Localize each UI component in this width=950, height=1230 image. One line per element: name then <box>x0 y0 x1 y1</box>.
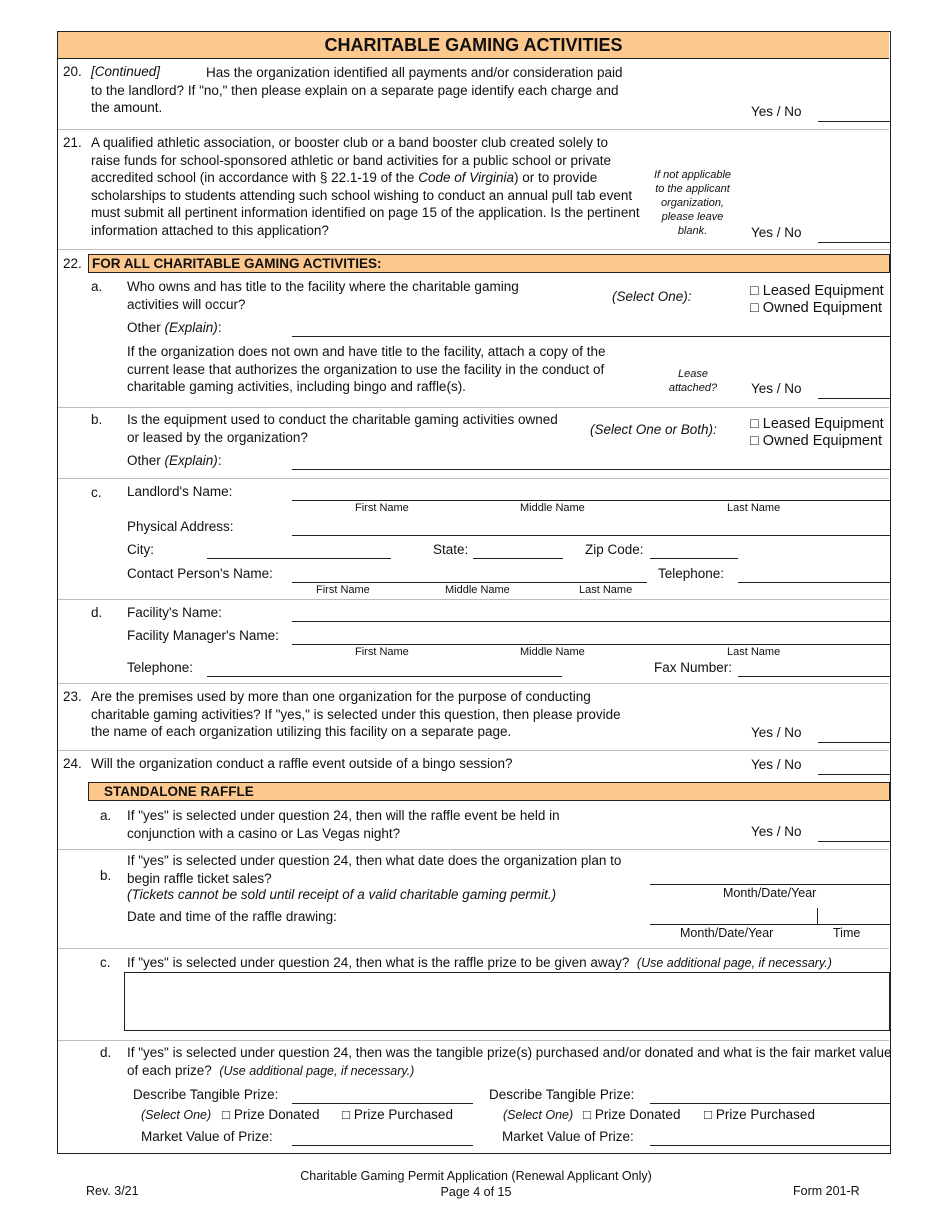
date-time-divider <box>817 908 818 924</box>
q24-text: Will the organization conduct a raffle event outside of a bingo session? <box>91 756 513 771</box>
q22a-select: (Select One): <box>612 289 692 304</box>
q24a-answer-line[interactable] <box>818 841 890 842</box>
q24b-note: (Tickets cannot be sold until receipt of a valid charitable gaming permit.) <box>127 887 557 902</box>
facility-telephone-line[interactable] <box>207 676 562 677</box>
q22b-other-line[interactable] <box>292 469 890 470</box>
physical-address-label: Physical Address: <box>127 519 234 534</box>
prize2-select: (Select One) <box>503 1108 574 1122</box>
q24-answer-line[interactable] <box>818 774 890 775</box>
divider <box>58 683 889 684</box>
drawing-time-caption: Time <box>833 926 861 940</box>
prize1-describe-line[interactable] <box>292 1103 473 1104</box>
ticket-sales-date-line[interactable] <box>650 884 890 885</box>
contact-telephone-label: Telephone: <box>658 566 725 581</box>
fax-label: Fax Number: <box>654 660 733 675</box>
facility-telephone-label: Telephone: <box>127 660 194 675</box>
q20-text: Has the organization identified all payments and/or consideration paid to the landlord? If "no," then please explain on a separate page identify each charge and the amount. <box>91 65 623 115</box>
q23-number: 23. <box>63 689 82 704</box>
facility-name-line[interactable] <box>292 621 890 622</box>
footer-form-number: Form 201-R <box>793 1184 860 1198</box>
q24a-yes-no: Yes / No <box>751 824 802 839</box>
q22a-other-line[interactable] <box>292 336 890 337</box>
prize2-purchased-checkbox[interactable]: □ Prize Purchased <box>704 1107 815 1122</box>
divider <box>58 948 889 949</box>
q22b-leased-checkbox[interactable]: □ Leased Equipment <box>750 416 884 432</box>
landlord-last-name-caption: Last Name <box>727 502 781 514</box>
prize1-describe-label: Describe Tangible Prize: <box>133 1087 279 1102</box>
contact-telephone-line[interactable] <box>738 582 890 583</box>
divider <box>58 750 889 751</box>
q24b-drawing-label: Date and time of the raffle drawing: <box>127 909 337 924</box>
q22a-owned-checkbox[interactable]: □ Owned Equipment <box>750 300 883 316</box>
q20-answer-line[interactable] <box>818 121 890 122</box>
manager-last-name-caption: Last Name <box>727 646 781 658</box>
contact-last-name-caption: Last Name <box>579 584 633 596</box>
physical-address-line[interactable] <box>292 535 890 536</box>
footer-revision: Rev. 3/21 <box>86 1184 139 1198</box>
q23-yes-no: Yes / No <box>751 725 802 740</box>
q22b-owned-checkbox[interactable]: □ Owned Equipment <box>750 433 883 449</box>
q23-text: Are the premises used by more than one organization for the purpose of conducting charitable gaming activities? If "yes," is selected under this question, then please provide the name of each organization utilizing this facility on a separate page. <box>91 689 621 739</box>
divider <box>58 249 889 250</box>
q24c-letter: c. <box>100 955 111 970</box>
q24c-text: If "yes" is selected under question 24, then what is the raffle prize to be given away? (Use additional page, if necessary.) <box>127 955 832 970</box>
raffle-prize-textarea[interactable] <box>124 972 890 1031</box>
q22a-leased-checkbox[interactable]: □ Leased Equipment <box>750 283 884 299</box>
q24d-letter: d. <box>100 1045 112 1060</box>
q24b-letter: b. <box>100 868 112 883</box>
facility-manager-label: Facility Manager's Name: <box>127 628 279 643</box>
q23-answer-line[interactable] <box>818 742 890 743</box>
ticket-sales-date-caption: Month/Date/Year <box>723 886 817 900</box>
q24-yes-no: Yes / No <box>751 757 802 772</box>
landlord-first-name-caption: First Name <box>355 502 409 514</box>
q24a-text: If "yes" is selected under question 24, then will the raffle event be held in conjunction with a casino or Las Vegas night? <box>127 808 560 841</box>
drawing-date-line[interactable] <box>650 924 890 925</box>
landlord-middle-name-caption: Middle Name <box>520 502 585 514</box>
divider <box>58 849 889 850</box>
prize1-select: (Select One) <box>141 1108 212 1122</box>
q24d-text: If "yes" is selected under question 24, then was the tangible prize(s) purchased and/or donated and what is the fair market value of each prize? (Use additional page, if necessary.) <box>127 1045 892 1078</box>
manager-middle-name-caption: Middle Name <box>520 646 585 658</box>
q20-number: 20. <box>63 64 82 79</box>
q24-number: 24. <box>63 756 82 771</box>
manager-first-name-caption: First Name <box>355 646 409 658</box>
q22a-lease-text: If the organization does not own and have title to the facility, attach a copy of the current lease that authorizes the organization to use the facility in the conduct of charitable gaming activities, including bingo and raffle(s). <box>127 344 606 394</box>
q20-yes-no: Yes / No <box>751 104 802 119</box>
landlord-name-label: Landlord's Name: <box>127 484 233 499</box>
form-page <box>57 31 891 1154</box>
q22b-text: Is the equipment used to conduct the charitable gaming activities owned or leased by the organization? <box>127 412 558 445</box>
facility-name-label: Facility's Name: <box>127 605 222 620</box>
q21-note: If not applicable to the applicant organization, please leave blank. <box>653 169 732 237</box>
prize1-market-value-line[interactable] <box>292 1145 473 1146</box>
divider <box>58 599 889 600</box>
q22a-lease-note: Lease attached? <box>668 368 718 394</box>
q22a-answer-line[interactable] <box>818 398 890 399</box>
divider <box>58 1040 889 1041</box>
q22-band: FOR ALL CHARITABLE GAMING ACTIVITIES: <box>88 254 890 273</box>
prize2-market-value-label: Market Value of Prize: <box>502 1129 634 1144</box>
q20-continued: [Continued] <box>91 64 161 79</box>
drawing-date-caption: Month/Date/Year <box>680 926 774 940</box>
prize1-market-value-label: Market Value of Prize: <box>141 1129 273 1144</box>
q22d-letter: d. <box>91 605 103 620</box>
q22b-letter: b. <box>91 412 103 427</box>
prize1-purchased-checkbox[interactable]: □ Prize Purchased <box>342 1107 453 1122</box>
section-title: CHARITABLE GAMING ACTIVITIES <box>58 32 889 59</box>
q24b-text: If "yes" is selected under question 24, then what date does the organization plan to begin raffle ticket sales? <box>127 853 622 886</box>
q22a-text: Who owns and has title to the facility where the charitable gaming activities will occur? <box>127 279 519 312</box>
city-line[interactable] <box>207 558 391 559</box>
q22b-select: (Select One or Both): <box>590 422 717 437</box>
q21-answer-line[interactable] <box>818 242 890 243</box>
footer-title: Charitable Gaming Permit Application (Renewal Applicant Only) <box>300 1169 652 1183</box>
fax-line[interactable] <box>738 676 890 677</box>
city-label: City: <box>127 542 154 557</box>
q22a-letter: a. <box>91 279 103 294</box>
q21-number: 21. <box>63 135 82 150</box>
q21-text: A qualified athletic association, or booster club or a band booster club created solely to raise funds for school-sponsored athletic or band activities for a public school or private accredited school (in accordance with § 22.1-19 of the Code of Virginia) or to provide scholarships to students attending such school wishing to conduct an annual pull tab event must submit all pertinent information identified on page 15 of the application. Is the pertinent information attached to this application? <box>91 135 640 238</box>
contact-label: Contact Person's Name: <box>127 566 273 581</box>
footer-page-number: Page 4 of 15 <box>440 1185 512 1199</box>
q22a-other-label: Other (Explain): <box>127 320 222 335</box>
q24a-letter: a. <box>100 808 112 823</box>
q22c-letter: c. <box>91 485 102 500</box>
zip-label: Zip Code: <box>585 542 644 557</box>
landlord-name-line[interactable] <box>292 500 890 501</box>
q22b-other-label: Other (Explain): <box>127 453 222 468</box>
standalone-raffle-band: STANDALONE RAFFLE <box>88 782 890 801</box>
prize2-describe-line[interactable] <box>650 1103 890 1104</box>
divider <box>58 129 889 130</box>
zip-line[interactable] <box>650 558 738 559</box>
contact-middle-name-caption: Middle Name <box>445 584 510 596</box>
divider <box>58 478 889 479</box>
divider <box>58 407 889 408</box>
facility-manager-line[interactable] <box>292 644 890 645</box>
q22a-yes-no: Yes / No <box>751 381 802 396</box>
state-line[interactable] <box>473 558 563 559</box>
prize1-donated-checkbox[interactable]: □ Prize Donated <box>222 1107 320 1122</box>
contact-first-name-caption: First Name <box>316 584 370 596</box>
state-label: State: <box>433 542 469 557</box>
prize2-market-value-line[interactable] <box>650 1145 890 1146</box>
q21-yes-no: Yes / No <box>751 225 802 240</box>
contact-line[interactable] <box>292 582 647 583</box>
prize2-donated-checkbox[interactable]: □ Prize Donated <box>583 1107 681 1122</box>
q22-number: 22. <box>63 256 82 271</box>
prize2-describe-label: Describe Tangible Prize: <box>489 1087 635 1102</box>
